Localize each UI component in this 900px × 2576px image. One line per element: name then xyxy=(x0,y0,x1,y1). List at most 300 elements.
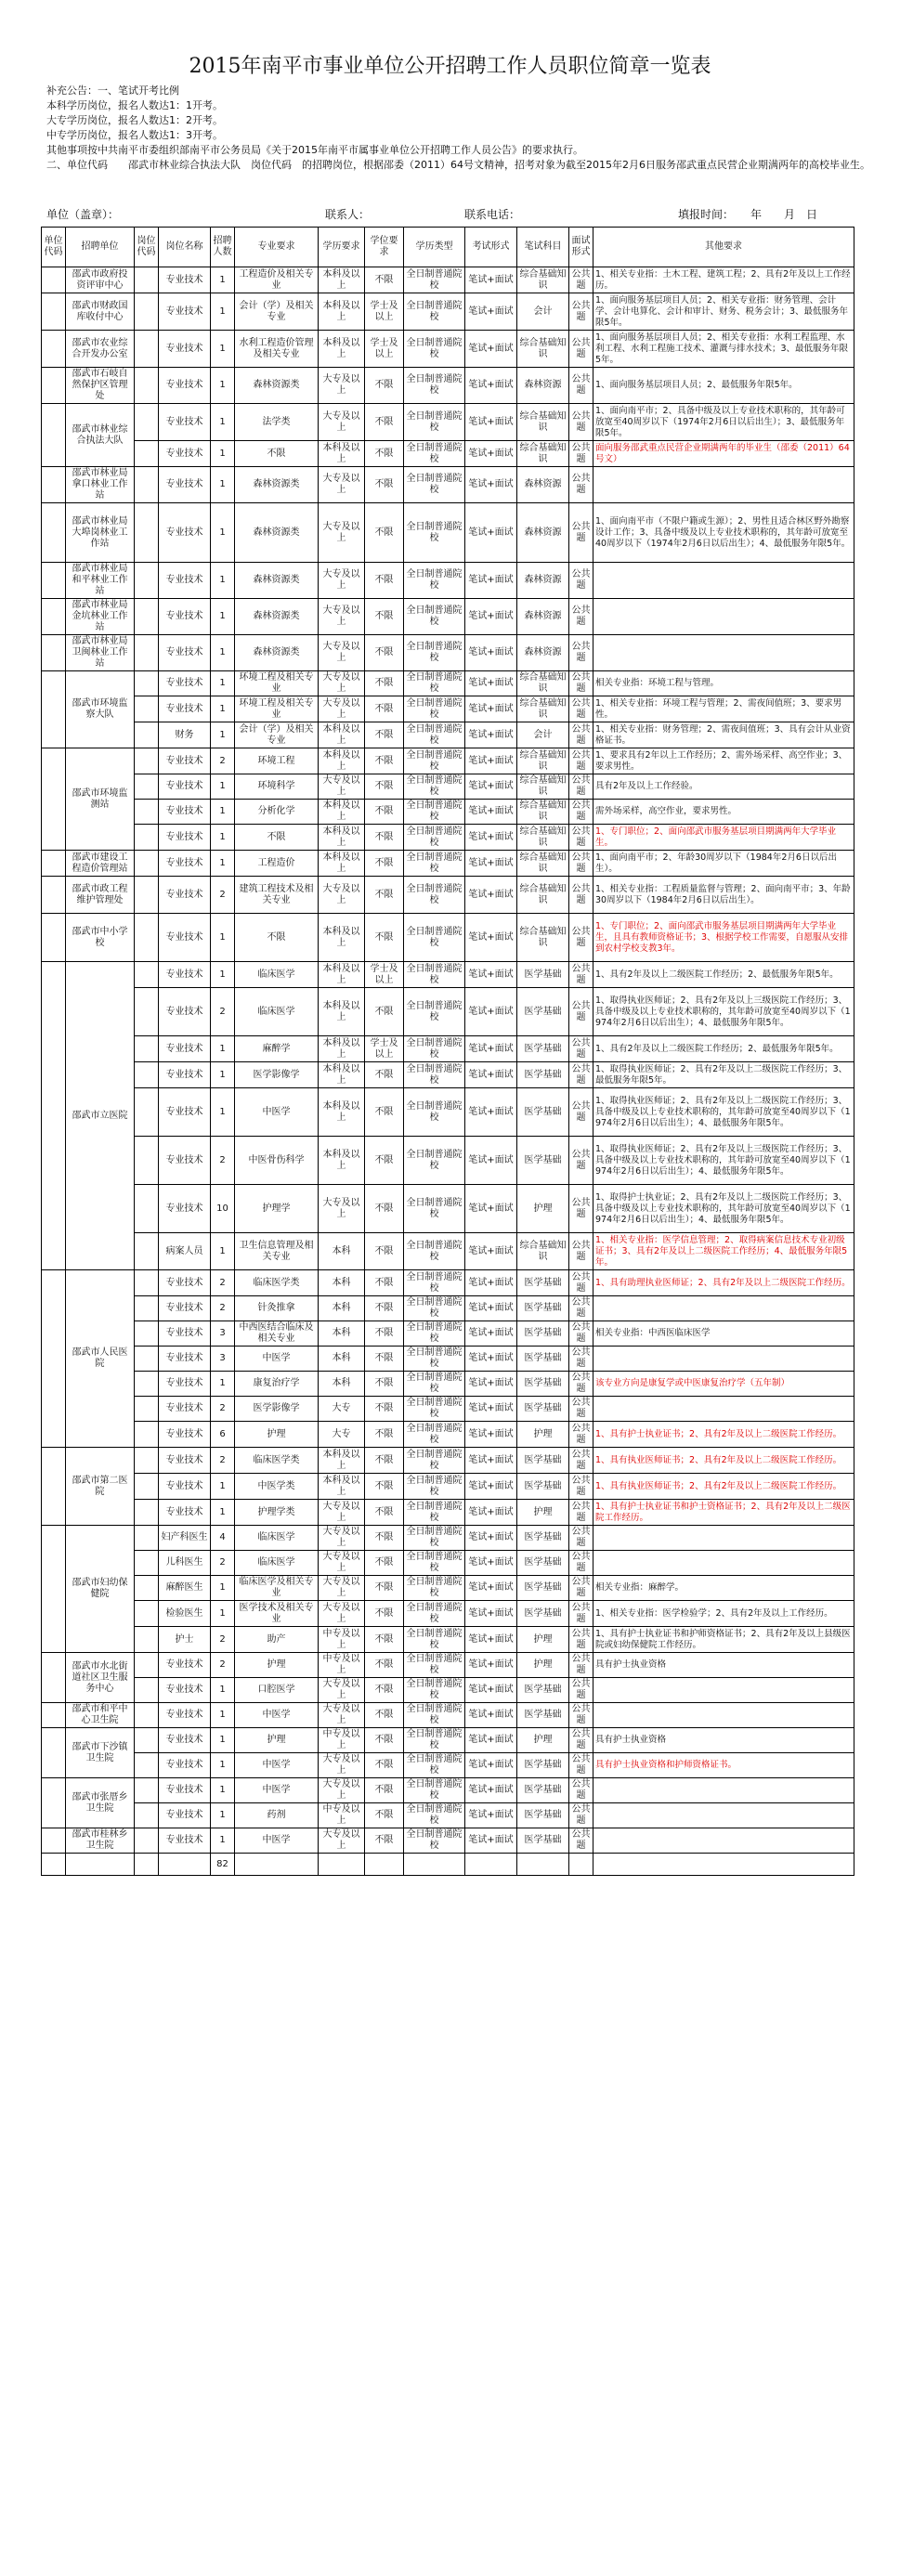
written-subject-cell: 医学基础 xyxy=(517,1397,569,1422)
unit-code-cell xyxy=(42,368,66,404)
education-type-cell: 全日制普通院校 xyxy=(404,1137,465,1185)
education-type-cell: 全日制普通院校 xyxy=(404,988,465,1036)
total-empty-cell xyxy=(159,1854,211,1876)
major-requirement-cell: 中医学类 xyxy=(235,1474,319,1500)
education-type-cell: 全日制普通院校 xyxy=(404,962,465,988)
unit-code-cell xyxy=(42,1653,66,1703)
education-requirement-cell: 大专及以上 xyxy=(319,368,365,404)
education-requirement-cell: 本科及以上 xyxy=(319,1088,365,1137)
interview-form-cell: 公共题 xyxy=(569,368,593,404)
table-row xyxy=(42,293,854,331)
degree-requirement-cell: 不限 xyxy=(365,914,404,962)
interview-form-cell: 公共题 xyxy=(569,1088,593,1137)
unit-name-cell: 邵武市第二医院 xyxy=(66,1448,135,1526)
degree-requirement-cell: 不限 xyxy=(365,1828,404,1854)
unit-code-cell xyxy=(42,563,66,599)
post-name-cell: 专业技术 xyxy=(159,1088,211,1137)
written-subject-cell: 综合基础知识 xyxy=(517,914,569,962)
post-name-cell: 专业技术 xyxy=(159,1500,211,1526)
table-row xyxy=(42,1397,854,1422)
interview-form-cell: 公共题 xyxy=(569,503,593,563)
post-name-cell: 专业技术 xyxy=(159,293,211,331)
education-type-cell: 全日制普通院校 xyxy=(404,563,465,599)
unit-name-cell: 邵武市林业局和平林业工作站 xyxy=(66,563,135,599)
education-type-cell: 全日制普通院校 xyxy=(404,503,465,563)
unit-code-cell xyxy=(42,914,66,962)
interview-form-cell: 公共题 xyxy=(569,1448,593,1474)
major-requirement-cell: 针灸推拿 xyxy=(235,1296,319,1321)
post-code-cell xyxy=(135,696,159,722)
education-type-cell: 全日制普通院校 xyxy=(404,1601,465,1627)
headcount-cell: 1 xyxy=(211,404,235,441)
written-subject-cell: 医学基础 xyxy=(517,1270,569,1296)
post-name-cell: 专业技术 xyxy=(159,1474,211,1500)
post-name-cell: 专业技术 xyxy=(159,1448,211,1474)
written-subject-cell: 医学基础 xyxy=(517,1372,569,1397)
exam-form-cell: 笔试+面试 xyxy=(465,696,517,722)
post-name-cell: 专业技术 xyxy=(159,774,211,800)
interview-form-cell: 公共题 xyxy=(569,914,593,962)
headcount-cell: 1 xyxy=(211,1474,235,1500)
exam-form-cell: 笔试+面试 xyxy=(465,1137,517,1185)
headcount-cell: 1 xyxy=(211,503,235,563)
major-requirement-cell: 中西医结合临床及相关专业 xyxy=(235,1321,319,1347)
major-requirement-cell: 医学技术及相关专业 xyxy=(235,1601,319,1627)
other-requirements-cell: 1、相关专业指：工程质量监督与管理；2、面向南平市；3、年龄30周岁以下（1984年2月6日以后出生）。 xyxy=(593,877,854,914)
headcount-cell: 4 xyxy=(211,1526,235,1551)
post-code-cell xyxy=(135,267,159,293)
headcount-cell: 1 xyxy=(211,293,235,331)
education-requirement-cell: 本科及以上 xyxy=(319,441,365,467)
post-code-cell xyxy=(135,1062,159,1088)
degree-requirement-cell: 不限 xyxy=(365,1678,404,1703)
post-name-cell: 专业技术 xyxy=(159,1372,211,1397)
other-requirements-cell: 1、取得护士执业证；2、具有2年及以上二级医院工作经历；3、具备中级及以上专业技术职称的，其年龄可放宽至40周岁以下（1974年2月6日以后出生）；4、最低服务年限5年。 xyxy=(593,1185,854,1233)
other-requirements-cell: 1、相关专业指：医学检验学；2、具有2年及以上工作经历。 xyxy=(593,1601,854,1627)
exam-form-cell: 笔试+面试 xyxy=(465,1062,517,1088)
table-row xyxy=(42,962,854,988)
interview-form-cell: 公共题 xyxy=(569,293,593,331)
unit-code-cell xyxy=(42,1703,66,1728)
written-subject-cell: 护理 xyxy=(517,1728,569,1753)
post-code-cell xyxy=(135,1088,159,1137)
post-name-cell: 专业技术 xyxy=(159,331,211,368)
education-requirement-cell: 大专及以上 xyxy=(319,1185,365,1233)
degree-requirement-cell: 不限 xyxy=(365,825,404,851)
degree-requirement-cell: 不限 xyxy=(365,988,404,1036)
unit-name-cell: 邵武市中小学校 xyxy=(66,914,135,962)
post-name-cell: 专业技术 xyxy=(159,1753,211,1778)
headcount-cell: 2 xyxy=(211,1551,235,1576)
written-subject-cell: 森林资源 xyxy=(517,563,569,599)
column-header: 面试形式 xyxy=(569,228,593,267)
exam-form-cell: 笔试+面试 xyxy=(465,1653,517,1678)
education-requirement-cell: 本科及以上 xyxy=(319,825,365,851)
post-code-cell xyxy=(135,1753,159,1778)
education-type-cell: 全日制普通院校 xyxy=(404,825,465,851)
other-requirements-cell: 1、专门职位；2、面向邵武市服务基层项目期满两年大学毕业生。 xyxy=(593,825,854,851)
exam-form-cell: 笔试+面试 xyxy=(465,1088,517,1137)
post-name-cell: 专业技术 xyxy=(159,1778,211,1803)
major-requirement-cell: 中医学 xyxy=(235,1088,319,1137)
education-requirement-cell: 大专及以上 xyxy=(319,1678,365,1703)
notes xyxy=(46,84,870,173)
unit-code-cell xyxy=(42,1728,66,1778)
unit-code-cell xyxy=(42,599,66,635)
post-name-cell: 专业技术 xyxy=(159,1321,211,1347)
interview-form-cell: 公共题 xyxy=(569,441,593,467)
other-requirements-cell: 该专业方向是康复学或中医康复治疗学（五年制） xyxy=(593,1372,854,1397)
post-code-cell xyxy=(135,1397,159,1422)
headcount-cell: 3 xyxy=(211,1347,235,1372)
post-code-cell xyxy=(135,748,159,774)
major-requirement-cell: 卫生信息管理及相关专业 xyxy=(235,1233,319,1270)
other-requirements-cell xyxy=(593,1397,854,1422)
education-type-cell: 全日制普通院校 xyxy=(404,851,465,877)
total-empty-cell xyxy=(517,1854,569,1876)
degree-requirement-cell: 不限 xyxy=(365,1653,404,1678)
post-code-cell xyxy=(135,331,159,368)
post-code-cell xyxy=(135,1653,159,1678)
degree-requirement-cell: 不限 xyxy=(365,1422,404,1448)
post-code-cell xyxy=(135,1347,159,1372)
post-code-cell xyxy=(135,441,159,467)
education-type-cell: 全日制普通院校 xyxy=(404,671,465,696)
education-requirement-cell: 大专及以上 xyxy=(319,877,365,914)
post-code-cell xyxy=(135,1778,159,1803)
other-requirements-cell xyxy=(593,599,854,635)
other-requirements-cell xyxy=(593,1828,854,1854)
written-subject-cell: 医学基础 xyxy=(517,1474,569,1500)
post-name-cell: 专业技术 xyxy=(159,877,211,914)
written-subject-cell: 会计 xyxy=(517,722,569,748)
interview-form-cell: 公共题 xyxy=(569,851,593,877)
other-requirements-cell: 具有护士执业资格和护师资格证书。 xyxy=(593,1753,854,1778)
education-type-cell: 全日制普通院校 xyxy=(404,1500,465,1526)
other-requirements-cell xyxy=(593,1296,854,1321)
education-type-cell: 全日制普通院校 xyxy=(404,1347,465,1372)
major-requirement-cell: 护理 xyxy=(235,1653,319,1678)
degree-requirement-cell: 不限 xyxy=(365,404,404,441)
degree-requirement-cell: 不限 xyxy=(365,722,404,748)
unit-code-cell xyxy=(42,851,66,877)
exam-form-cell: 笔试+面试 xyxy=(465,293,517,331)
interview-form-cell: 公共题 xyxy=(569,1778,593,1803)
headcount-cell: 1 xyxy=(211,825,235,851)
degree-requirement-cell: 不限 xyxy=(365,1321,404,1347)
interview-form-cell: 公共题 xyxy=(569,1185,593,1233)
other-requirements-cell: 具有护士执业资格 xyxy=(593,1728,854,1753)
post-code-cell xyxy=(135,1627,159,1653)
exam-form-cell: 笔试+面试 xyxy=(465,1321,517,1347)
education-type-cell: 全日制普通院校 xyxy=(404,404,465,441)
degree-requirement-cell: 不限 xyxy=(365,1062,404,1088)
unit-name-cell: 邵武市政工程维护管理处 xyxy=(66,877,135,914)
unit-name-cell: 邵武市和平中心卫生院 xyxy=(66,1703,135,1728)
written-subject-cell: 医学基础 xyxy=(517,1803,569,1828)
headcount-cell: 1 xyxy=(211,331,235,368)
major-requirement-cell: 森林资源类 xyxy=(235,635,319,671)
major-requirement-cell: 临床医学类 xyxy=(235,1270,319,1296)
total-empty-cell xyxy=(66,1854,135,1876)
exam-form-cell: 笔试+面试 xyxy=(465,1601,517,1627)
education-requirement-cell: 本科及以上 xyxy=(319,1474,365,1500)
education-type-cell: 全日制普通院校 xyxy=(404,1233,465,1270)
unit-code-cell xyxy=(42,1778,66,1828)
interview-form-cell: 公共题 xyxy=(569,635,593,671)
headcount-cell: 1 xyxy=(211,1678,235,1703)
exam-form-cell: 笔试+面试 xyxy=(465,1753,517,1778)
exam-form-cell: 笔试+面试 xyxy=(465,1372,517,1397)
education-requirement-cell: 本科 xyxy=(319,1296,365,1321)
interview-form-cell: 公共题 xyxy=(569,748,593,774)
post-name-cell: 专业技术 xyxy=(159,748,211,774)
headcount-cell: 1 xyxy=(211,800,235,825)
headcount-cell: 1 xyxy=(211,467,235,503)
headcount-cell: 1 xyxy=(211,1062,235,1088)
other-requirements-cell: 1、专门职位；2、面向邵武市服务基层项目期满两年大学毕业生，且具有教师资格证书；3、根据学校工作需要，自愿服从安排到农村学校支教3年。 xyxy=(593,914,854,962)
post-code-cell xyxy=(135,368,159,404)
total-empty-cell xyxy=(404,1854,465,1876)
exam-form-cell: 笔试+面试 xyxy=(465,267,517,293)
education-requirement-cell: 大专及以上 xyxy=(319,1703,365,1728)
education-type-cell: 全日制普通院校 xyxy=(404,1678,465,1703)
table-row xyxy=(42,1347,854,1372)
exam-form-cell: 笔试+面试 xyxy=(465,1828,517,1854)
education-requirement-cell: 大专及以上 xyxy=(319,1551,365,1576)
headcount-cell: 1 xyxy=(211,914,235,962)
headcount-cell: 1 xyxy=(211,696,235,722)
post-code-cell xyxy=(135,293,159,331)
table-row xyxy=(42,1448,854,1474)
major-requirement-cell: 会计（学）及相关专业 xyxy=(235,293,319,331)
written-subject-cell: 综合基础知识 xyxy=(517,825,569,851)
post-code-cell xyxy=(135,599,159,635)
form-meta xyxy=(46,206,854,223)
unit-code-cell xyxy=(42,267,66,293)
post-code-cell xyxy=(135,1233,159,1270)
table-row xyxy=(42,1233,854,1270)
table-row xyxy=(42,1653,854,1678)
education-type-cell: 全日制普通院校 xyxy=(404,1653,465,1678)
major-requirement-cell: 环境工程及相关专业 xyxy=(235,671,319,696)
post-name-cell: 专业技术 xyxy=(159,1296,211,1321)
headcount-cell: 2 xyxy=(211,988,235,1036)
degree-requirement-cell: 不限 xyxy=(365,1270,404,1296)
written-subject-cell: 医学基础 xyxy=(517,1551,569,1576)
exam-form-cell: 笔试+面试 xyxy=(465,748,517,774)
phone-label: 联系电话： xyxy=(464,208,521,221)
degree-requirement-cell: 不限 xyxy=(365,851,404,877)
education-type-cell: 全日制普通院校 xyxy=(404,1728,465,1753)
education-type-cell: 全日制普通院校 xyxy=(404,748,465,774)
unit-code-cell xyxy=(42,1526,66,1653)
post-code-cell xyxy=(135,503,159,563)
post-name-cell: 专业技术 xyxy=(159,671,211,696)
post-name-cell: 专业技术 xyxy=(159,1422,211,1448)
note-line: 二、单位代码 邵武市林业综合执法大队 岗位代码 的招聘岗位，根据邵委（2011）64号文精神，招考对象为截至2015年2月6日服务邵武重点民营企业期满两年的高校毕业生。 xyxy=(46,159,870,171)
major-requirement-cell: 森林资源类 xyxy=(235,503,319,563)
table-row xyxy=(42,1526,854,1551)
education-requirement-cell: 本科 xyxy=(319,1372,365,1397)
post-code-cell xyxy=(135,671,159,696)
written-subject-cell: 医学基础 xyxy=(517,1137,569,1185)
other-requirements-cell: 1、面向南平市（不限户籍或生源）；2、男性且适合林区野外勘察设计工作；3、具备中级及以上专业技术职称的，其年龄可放宽至40周岁以下（1974年2月6日以后出生）；4、最低服务年限5年。 xyxy=(593,503,854,563)
written-subject-cell: 综合基础知识 xyxy=(517,404,569,441)
table-row xyxy=(42,722,854,748)
exam-form-cell: 笔试+面试 xyxy=(465,1576,517,1601)
unit-name-cell: 邵武市桂林乡卫生院 xyxy=(66,1828,135,1854)
post-name-cell: 专业技术 xyxy=(159,1803,211,1828)
interview-form-cell: 公共题 xyxy=(569,1137,593,1185)
interview-form-cell: 公共题 xyxy=(569,599,593,635)
exam-form-cell: 笔试+面试 xyxy=(465,1448,517,1474)
other-requirements-cell: 1、具有助理执业医师证；2、具有2年及以上二级医院工作经历。 xyxy=(593,1270,854,1296)
interview-form-cell: 公共题 xyxy=(569,1576,593,1601)
degree-requirement-cell: 不限 xyxy=(365,1474,404,1500)
major-requirement-cell: 工程造价及相关专业 xyxy=(235,267,319,293)
headcount-cell: 2 xyxy=(211,1296,235,1321)
exam-form-cell: 笔试+面试 xyxy=(465,1803,517,1828)
other-requirements-cell: 1、相关专业指：财务管理；2、需夜间值班；3、具有会计从业资格证书。 xyxy=(593,722,854,748)
post-name-cell: 专业技术 xyxy=(159,1828,211,1854)
major-requirement-cell: 中医学 xyxy=(235,1347,319,1372)
table-row xyxy=(42,877,854,914)
table-header-row xyxy=(42,228,854,267)
post-code-cell xyxy=(135,1185,159,1233)
interview-form-cell: 公共题 xyxy=(569,1062,593,1088)
major-requirement-cell: 环境工程 xyxy=(235,748,319,774)
unit-name-cell: 邵武市林业综合执法大队 xyxy=(66,404,135,467)
post-name-cell: 专业技术 xyxy=(159,1062,211,1088)
unit-code-cell xyxy=(42,748,66,851)
other-requirements-cell: 1、取得执业医师证；2、具有2年及以上三级医院工作经历；3、具备中级及以上专业技术职称的，其年龄可放宽至40周岁以下（1974年2月6日以后出生）；4、最低服务年限5年。 xyxy=(593,988,854,1036)
education-type-cell: 全日制普通院校 xyxy=(404,1448,465,1474)
total-row xyxy=(42,1854,854,1876)
major-requirement-cell: 会计（学）及相关专业 xyxy=(235,722,319,748)
written-subject-cell: 医学基础 xyxy=(517,1062,569,1088)
degree-requirement-cell: 不限 xyxy=(365,1185,404,1233)
column-header: 单位代码 xyxy=(42,228,66,267)
major-requirement-cell: 护理 xyxy=(235,1422,319,1448)
written-subject-cell: 护理 xyxy=(517,1627,569,1653)
education-type-cell: 全日制普通院校 xyxy=(404,1753,465,1778)
major-requirement-cell: 临床医学类 xyxy=(235,1448,319,1474)
contact-label: 联系人： xyxy=(325,208,371,221)
exam-form-cell: 笔试+面试 xyxy=(465,331,517,368)
interview-form-cell: 公共题 xyxy=(569,1321,593,1347)
headcount-cell: 1 xyxy=(211,851,235,877)
unit-name-cell: 邵武市下沙镇卫生院 xyxy=(66,1728,135,1778)
post-name-cell: 专业技术 xyxy=(159,988,211,1036)
table-row xyxy=(42,800,854,825)
unit-code-cell xyxy=(42,331,66,368)
headcount-cell: 1 xyxy=(211,1803,235,1828)
interview-form-cell: 公共题 xyxy=(569,1270,593,1296)
interview-form-cell: 公共题 xyxy=(569,467,593,503)
education-requirement-cell: 本科及以上 xyxy=(319,851,365,877)
table-row xyxy=(42,825,854,851)
major-requirement-cell: 医学影像学 xyxy=(235,1062,319,1088)
degree-requirement-cell: 不限 xyxy=(365,1397,404,1422)
written-subject-cell: 综合基础知识 xyxy=(517,696,569,722)
written-subject-cell: 医学基础 xyxy=(517,1601,569,1627)
post-name-cell: 专业技术 xyxy=(159,1036,211,1062)
table-row xyxy=(42,1576,854,1601)
major-requirement-cell: 药剂 xyxy=(235,1803,319,1828)
post-code-cell xyxy=(135,1828,159,1854)
major-requirement-cell: 口腔医学 xyxy=(235,1678,319,1703)
education-type-cell: 全日制普通院校 xyxy=(404,1551,465,1576)
other-requirements-cell xyxy=(593,1551,854,1576)
interview-form-cell: 公共题 xyxy=(569,1474,593,1500)
written-subject-cell: 森林资源 xyxy=(517,635,569,671)
major-requirement-cell: 临床医学 xyxy=(235,1551,319,1576)
table-row xyxy=(42,1601,854,1627)
interview-form-cell: 公共题 xyxy=(569,1828,593,1854)
degree-requirement-cell: 不限 xyxy=(365,599,404,635)
interview-form-cell: 公共题 xyxy=(569,267,593,293)
exam-form-cell: 笔试+面试 xyxy=(465,1526,517,1551)
degree-requirement-cell: 不限 xyxy=(365,1753,404,1778)
table-row xyxy=(42,467,854,503)
written-subject-cell: 医学基础 xyxy=(517,1088,569,1137)
exam-form-cell: 笔试+面试 xyxy=(465,467,517,503)
education-requirement-cell: 大专及以上 xyxy=(319,1753,365,1778)
date-label: 填报时间： 年 月 日 xyxy=(678,208,818,221)
table-row xyxy=(42,1803,854,1828)
column-header: 招聘人数 xyxy=(211,228,235,267)
unit-name-cell: 邵武市政府投资评审中心 xyxy=(66,267,135,293)
exam-form-cell: 笔试+面试 xyxy=(465,774,517,800)
table-row xyxy=(42,851,854,877)
exam-form-cell: 笔试+面试 xyxy=(465,851,517,877)
exam-form-cell: 笔试+面试 xyxy=(465,1500,517,1526)
total-empty-cell xyxy=(42,1854,66,1876)
interview-form-cell: 公共题 xyxy=(569,774,593,800)
interview-form-cell: 公共题 xyxy=(569,1233,593,1270)
degree-requirement-cell: 学士及以上 xyxy=(365,962,404,988)
major-requirement-cell: 森林资源类 xyxy=(235,467,319,503)
table-row xyxy=(42,1551,854,1576)
column-header: 学历类型 xyxy=(404,228,465,267)
unit-name-cell: 邵武市林业局拿口林业工作站 xyxy=(66,467,135,503)
education-requirement-cell: 本科及以上 xyxy=(319,331,365,368)
headcount-cell: 1 xyxy=(211,441,235,467)
education-requirement-cell: 大专及以上 xyxy=(319,1526,365,1551)
unit-name-cell: 邵武市林业局金坑林业工作站 xyxy=(66,599,135,635)
total-empty-cell xyxy=(593,1854,854,1876)
exam-form-cell: 笔试+面试 xyxy=(465,1703,517,1728)
total-empty-cell xyxy=(235,1854,319,1876)
headcount-cell: 1 xyxy=(211,1233,235,1270)
post-code-cell xyxy=(135,467,159,503)
degree-requirement-cell: 不限 xyxy=(365,1703,404,1728)
major-requirement-cell: 医学影像学 xyxy=(235,1397,319,1422)
column-header: 岗位名称 xyxy=(159,228,211,267)
written-subject-cell: 医学基础 xyxy=(517,1778,569,1803)
post-code-cell xyxy=(135,1526,159,1551)
headcount-cell: 2 xyxy=(211,1653,235,1678)
major-requirement-cell: 临床医学 xyxy=(235,1526,319,1551)
table-row xyxy=(42,503,854,563)
education-type-cell: 全日制普通院校 xyxy=(404,467,465,503)
education-requirement-cell: 大专及以上 xyxy=(319,1828,365,1854)
degree-requirement-cell: 不限 xyxy=(365,1526,404,1551)
exam-form-cell: 笔试+面试 xyxy=(465,599,517,635)
education-requirement-cell: 本科及以上 xyxy=(319,1036,365,1062)
written-subject-cell: 医学基础 xyxy=(517,962,569,988)
